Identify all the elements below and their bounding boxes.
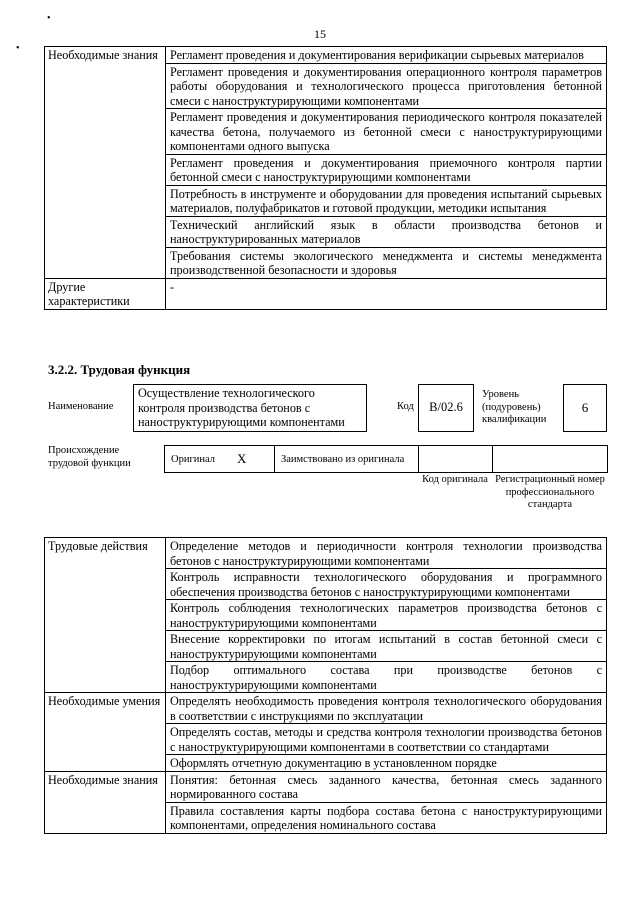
code-label: Код [397,401,414,412]
table-cell: Требования системы экологического менеджмента и системы менеджмента производственной безопасности и здоровья [166,247,607,278]
page-number: 15 [314,27,326,41]
row-label: Трудовые действия [45,538,166,693]
row-label: Необходимые знания [45,47,166,279]
table-cell: Определение методов и периодичности контроля технологии производства бетонов с наноструктурирующими компонентами [166,538,607,569]
reg-number-label: Регистрационный номер профессионального стандарта [495,474,605,510]
level-value-box: 6 [563,384,607,432]
section-title: 3.2.2. Трудовая функция [48,362,191,377]
level-label: Уровень (подуровень) квалификации [482,389,547,425]
name-label: Наименование [48,401,114,412]
divider [492,446,493,472]
margin-dot: • [16,43,20,54]
original-label: Оригинал [171,454,215,465]
code-value-box: B/02.6 [418,384,474,432]
function-name-box: Осуществление технологического контроля производства бетонов с наноструктурирующими компонентами [133,384,367,432]
table-cell: - [166,278,607,309]
divider [274,446,275,472]
table-row [45,693,607,724]
table-cell: Регламент проведения и документирования операционного контроля параметров работы оборудования и технологического процесса приготовления бетонной смеси с наноструктурирующими компонентами [166,63,607,109]
table-row [45,47,607,64]
row-label: Необходимые умения [45,693,166,772]
table-cell: Регламент проведения и документирования приемочного контроля партии бетонной смеси с наноструктурирующими компонентами [166,154,607,185]
borrowed-label: Заимствовано из оригинала [281,454,405,465]
table-cell: Регламент проведения и документирования верификации сырьевых материалов [166,47,607,64]
table-cell: Оформлять отчетную документацию в установленном порядке [166,755,607,772]
table-cell: Внесение корректировки по итогам испытаний в состав бетонной смеси с наноструктурирующими компонентами [166,631,607,662]
labor-function-table [44,537,607,834]
table-cell: Правила составления карты подбора состава бетона с наноструктурирующими компонентами, определения номинального состава [166,802,607,833]
table-cell: Контроль исправности технологического оборудования и программного обеспечения производства бетонов с наноструктурирующими компонентами [166,569,607,600]
table-cell: Определять состав, методы и средства контроля технологии производства бетонов с наноструктурирующими компонентами в соответствии со стандартами [166,724,607,755]
table-row [45,278,607,309]
margin-dot: • [47,13,51,24]
original-mark: X [237,451,247,466]
table-row [45,771,607,802]
table-cell: Регламент проведения и документирования периодического контроля показателей качества бетона, получаемого из бетонной смеси с наноструктурирующими компонентами одного выпуска [166,109,607,155]
divider [418,446,419,472]
table-cell: Подбор оптимального состава при производстве бетонов с наноструктурирующими компонентами [166,662,607,693]
table-cell: Технический английский язык в области производства бетонов и наноструктурированных материалов [166,216,607,247]
knowledge-table-continued [44,46,607,310]
row-label: Другие характеристики [45,278,166,309]
table-cell: Понятия: бетонная смесь заданного качества, бетонная смесь заданного нормированного состава [166,771,607,802]
row-label: Необходимые знания [45,771,166,833]
origin-label: Происхождение трудовой функции [48,445,131,469]
table-row [45,538,607,569]
table-cell: Определять необходимость проведения контроля технологического оборудования в соответствии с инструкциями по эксплуатации [166,693,607,724]
table-cell: Потребность в инструменте и оборудовании для проведения испытаний сырьевых материалов, полуфабрикатов и готовой продукции, методики испытания [166,185,607,216]
table-cell: Контроль соблюдения технологических параметров производства бетонов с наноструктурирующими компонентами [166,600,607,631]
code-original-label: Код оригинала [422,474,488,485]
origin-row [164,445,608,473]
